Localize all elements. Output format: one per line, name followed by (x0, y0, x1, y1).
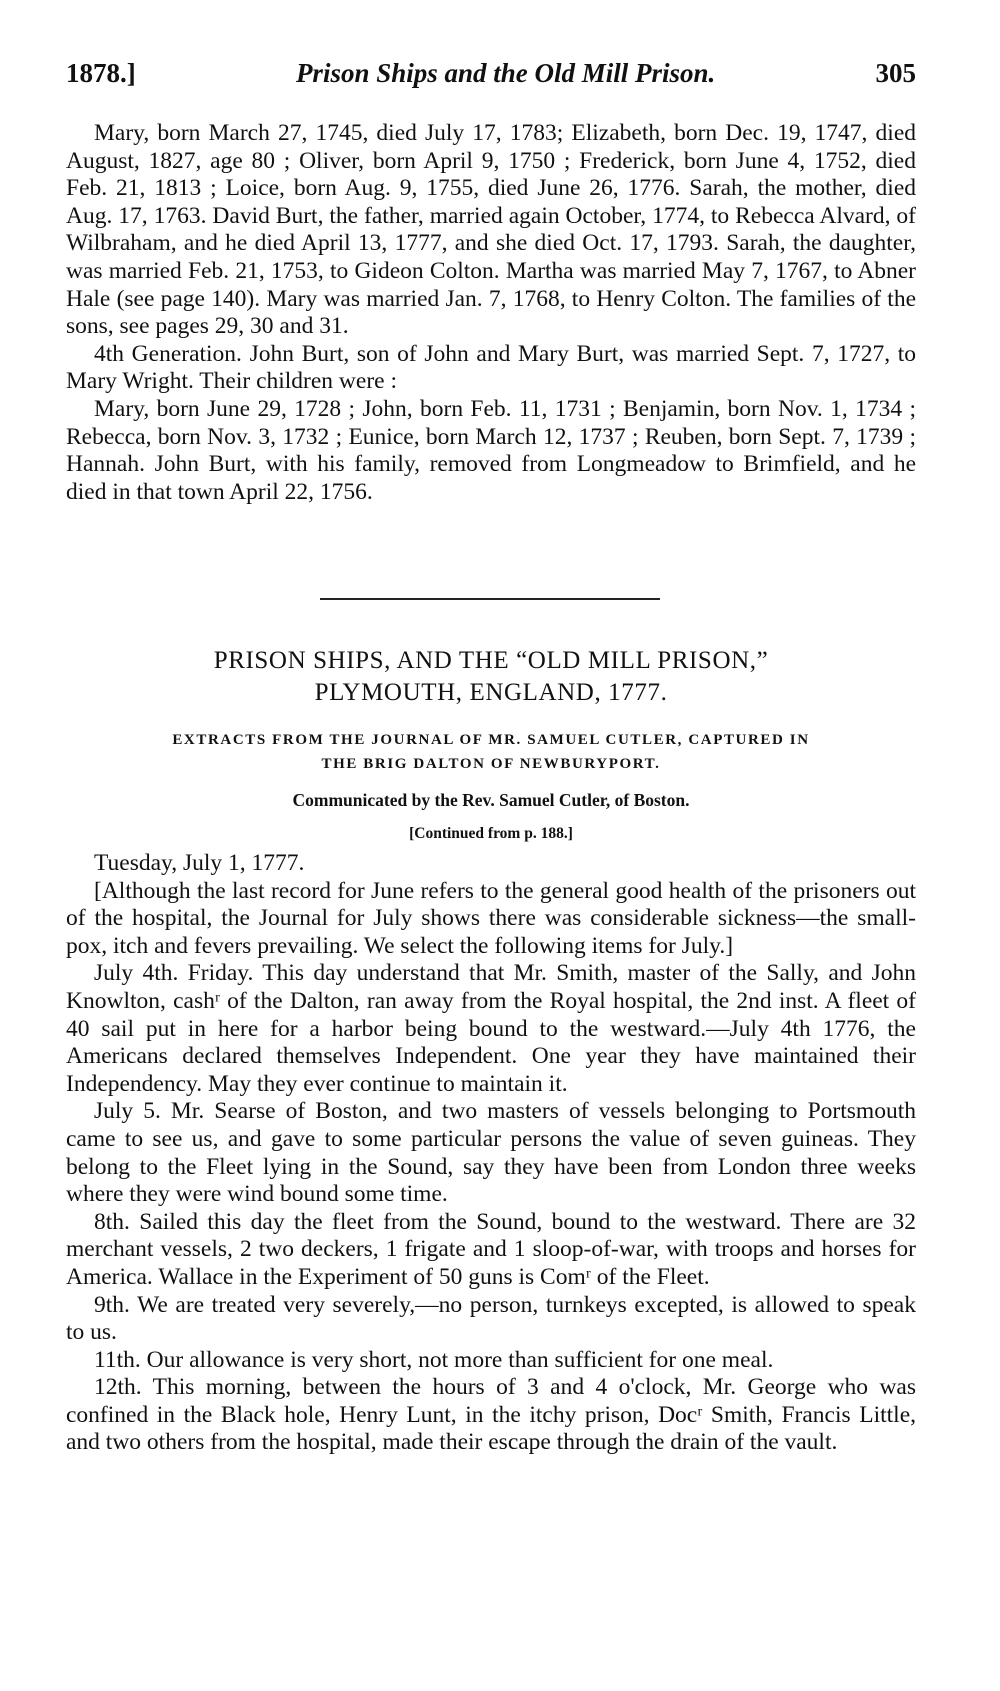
paragraph: July 5. Mr. Searse of Boston, and two masters of vessels belonging to Portsmouth came to see us, and gave to some particular persons the value of seven guineas. They belong to the Fleet lying in the Sound, say they have been from London three weeks where they were wind bound some time. (66, 1098, 916, 1208)
genealogy-text (66, 120, 916, 506)
running-head-title: Prison Ships and the Old Mill Prison. (295, 58, 716, 88)
paragraph: [Although the last record for June refers to the general good health of the prisoners out of the hospital, the Journal for July shows there was considerable sickness—the small-pox, itch and fevers prevailing. We select the following items for July.] (66, 877, 916, 959)
running-head-year: 1878.] (66, 58, 136, 88)
paragraph: 8th. Sailed this day the fleet from the Sound, bound to the westward. There are 32 merchant vessels, 2 two deckers, 1 frigate and 1 sloop-of-war, with troops and horses for America. Wallace in the Experiment of 50 guns is Comʳ of the Fleet. (66, 1208, 916, 1290)
running-head (66, 58, 916, 89)
article-subtitle-line: EXTRACTS FROM THE JOURNAL OF MR. SAMUEL CUTLER, CAPTURED IN (172, 732, 810, 748)
article-title-line: PLYMOUTH, ENGLAND, 1777. (314, 679, 668, 706)
communicated-by: Communicated by the Rev. Samuel Cutler, of Boston. (292, 790, 690, 810)
page-number: 305 (875, 58, 916, 88)
paragraph: 9th. We are treated very severely,—no person, turnkeys excepted, is allowed to speak to us. (66, 1291, 916, 1346)
article-subtitle-line: THE BRIG DALTON OF NEWBURYPORT. (321, 756, 661, 772)
section-divider (320, 598, 660, 600)
paragraph: July 4th. Friday. This day understand that Mr. Smith, master of the Sally, and John Knowlton, cashʳ of the Dalton, ran away from the Royal hospital, the 2nd inst. A fleet of 40 sail put in here for a harbor being bound to the westward.—July 4th 1776, the Americans declared themselves Independent. One year they have maintained their Independency. May they ever continue to maintain it. (66, 960, 916, 1097)
article-title-line: PRISON SHIPS, AND THE “OLD MILL PRISON,” (213, 647, 769, 674)
paragraph: 11th. Our allowance is very short, not more than sufficient for one meal. (94, 1346, 774, 1373)
journal-text (66, 850, 916, 1457)
paragraph: Mary, born March 27, 1745, died July 17, 1783; Elizabeth, born Dec. 19, 1747, died August, 1827, age 80 ; Oliver, born April 9, 1750 ; Frederick, born June 4, 1752, died Feb. 21, 1813 ; Loice, born Aug. 9, 1755, died June 26, 1776. Sarah, the mother, died Aug. 17, 1763. David Burt, the father, married again October, 1774, to Rebecca Alvard, of Wilbraham, and he died April 13, 1777, and she died Oct. 17, 1793. Sarah, the daughter, was married Feb. 21, 1753, to Gideon Colton. Martha was married May 7, 1767, to Abner Hale (see page 140). Mary was married Jan. 7, 1768, to Henry Colton. The families of the sons, see pages 29, 30 and 31. (66, 120, 916, 340)
journal-date-heading: Tuesday, July 1, 1777. (94, 850, 305, 876)
article-title (66, 645, 916, 709)
paragraph: 12th. This morning, between the hours of 3 and 4 o'clock, Mr. George who was confined in the Black hole, Henry Lunt, in the itchy prison, Docʳ Smith, Francis Little, and two others from the hospital, made their escape through the drain of the vault. (66, 1374, 916, 1456)
paragraph: Mary, born June 29, 1728 ; John, born Feb. 11, 1731 ; Benjamin, born Nov. 1, 1734 ; Rebecca, born Nov. 3, 1732 ; Eunice, born March 12, 1737 ; Reuben, born Sept. 7, 1739 ; Hannah. John Burt, with his family, removed from Longmeadow to Brimfield, and he died in that town April 22, 1756. (66, 395, 916, 505)
continued-note: [Continued from p. 188.] (409, 825, 573, 842)
article-subtitle (66, 728, 916, 776)
paragraph: 4th Generation. John Burt, son of John and Mary Burt, was married Sept. 7, 1727, to Mary Wright. Their children were : (66, 340, 916, 395)
